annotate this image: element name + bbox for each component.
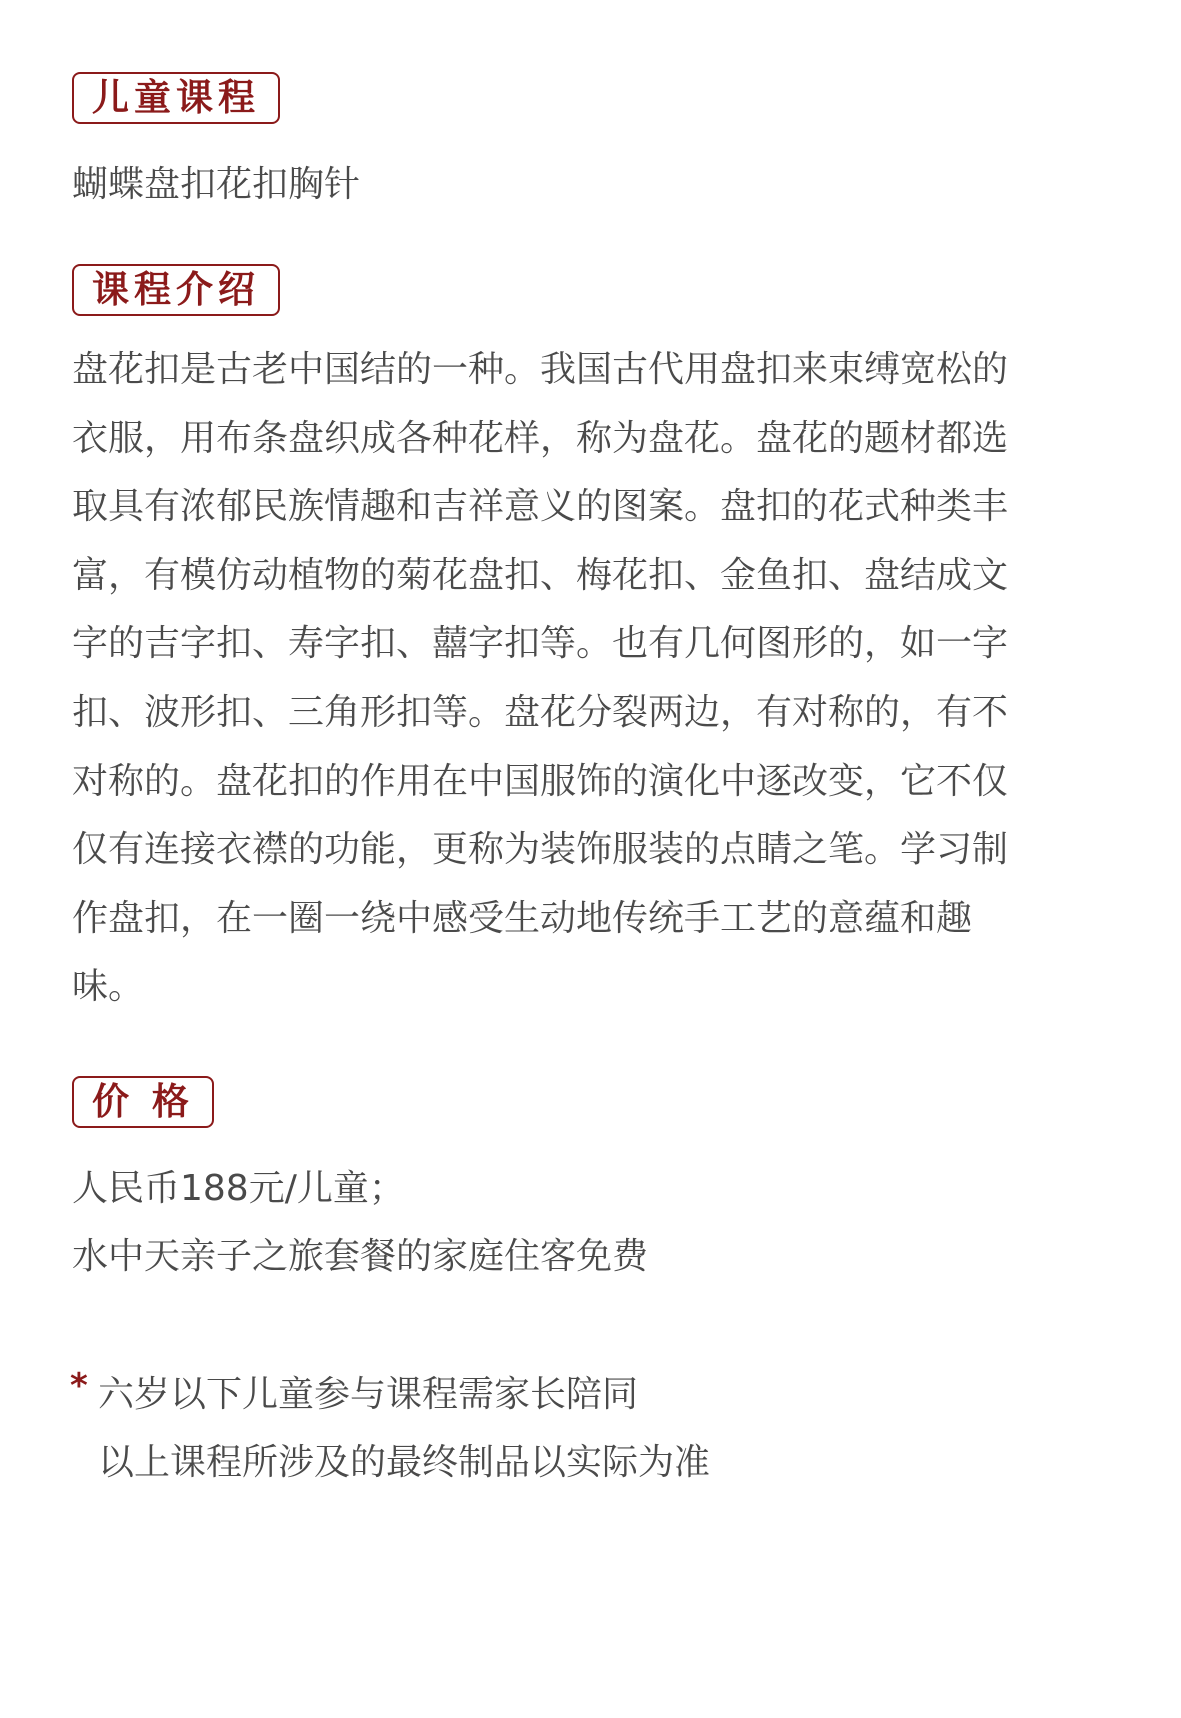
price-line: 人民币188元/儿童； <box>72 1168 405 1209</box>
note-age-requirement: 六岁以下儿童参与课程需家长陪同 <box>98 1374 639 1415</box>
note-final-product: 以上课程所涉及的最终制品以实际为准 <box>98 1442 711 1483</box>
note-asterisk: * <box>70 1366 88 1406</box>
course-title: 蝴蝶盘扣花扣胸针 <box>72 164 361 205</box>
kids-course-tag: 儿童课程 <box>72 72 280 124</box>
course-intro-tag: 课程介绍 <box>72 264 280 316</box>
course-intro-text: 盘花扣是古老中国结的一种。我国古代用盘扣来束缚宽松的衣服，用布条盘织成各种花样，称为盘花。盘花的题材都选取具有浓郁民族情趣和吉祥意义的图案。盘扣的花式种类丰富，有模仿动植物的菊花盘扣、梅花扣、金鱼扣、盘结成文字的吉字扣、寿字扣、囍字扣等。也有几何图形的，如一字扣、波形扣、三角形扣等。盘花分裂两边，有对称的，有不对称的。盘花扣的作用在中国服饰的演化中逐改变，它不仅仅有连接衣襟的功能，更称为装饰服装的点睛之笔。学习制作盘扣，在一圈一绕中感受生动地传统手工艺的意蕴和趣味。 <box>72 349 1009 1008</box>
free-guest-line: 水中天亲子之旅套餐的家庭住客免费 <box>72 1236 649 1277</box>
price-tag: 价 格 <box>72 1076 214 1128</box>
